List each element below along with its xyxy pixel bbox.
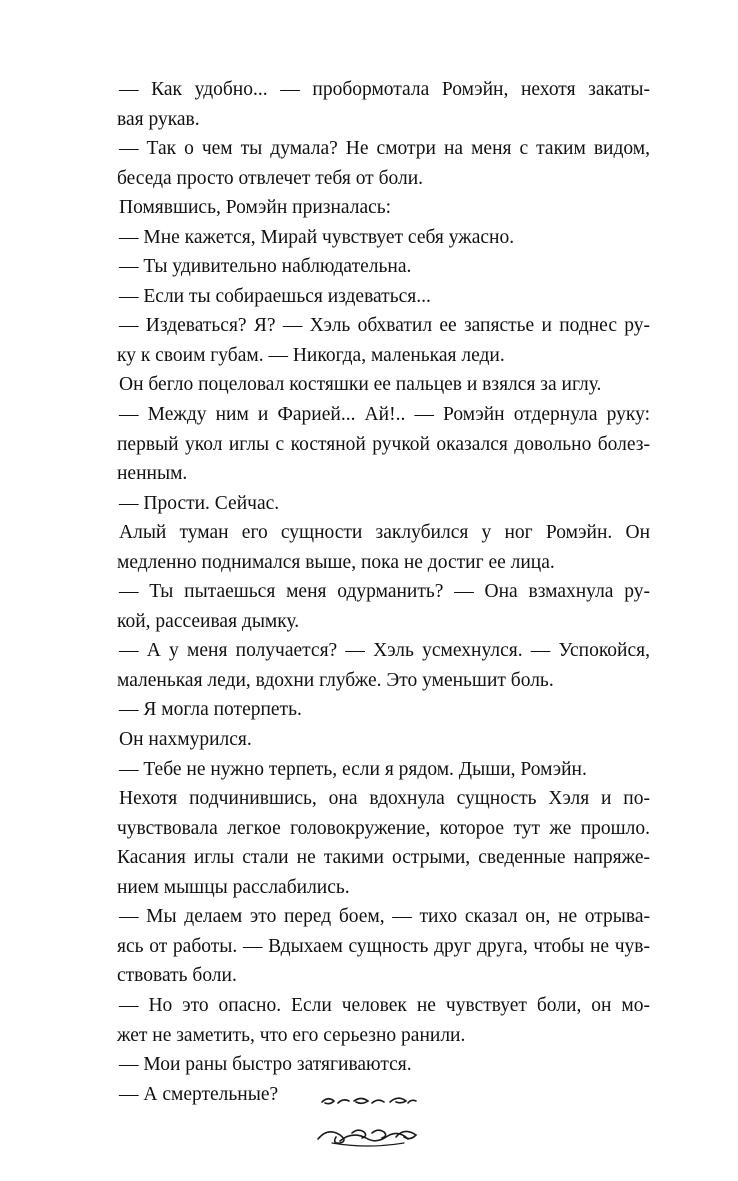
text-line: — Как удобно... — пробормотала Ромэйн, нехотя закаты- bbox=[119, 79, 650, 100]
text-line: — Ты удивительно наблюдательна. bbox=[119, 256, 412, 278]
paragraph bbox=[117, 282, 650, 312]
paragraph bbox=[117, 577, 650, 636]
decorative-flourish-icon bbox=[312, 1093, 424, 1149]
text-line: — Прости. Сейчас. bbox=[119, 492, 280, 514]
text-line: медленно поднимался выше, пока не достиг ее лица. bbox=[117, 551, 555, 573]
text-line: — Ты пытаешься меня одурманить? — Она взмахнула ру- bbox=[119, 581, 650, 603]
text-line: нием мышцы расслабились. bbox=[117, 876, 350, 898]
text-line: ненным. bbox=[117, 463, 188, 485]
paragraph bbox=[117, 370, 650, 400]
text-line: — Мы делаем это перед боем, — тихо сказал он, не отрыва- bbox=[119, 906, 650, 928]
text-line: — Между ним и Фарией... Ай!.. — Ромэйн отдернула руку: bbox=[119, 404, 650, 426]
text-line: Касания иглы стали не такими острыми, сведенные напряже- bbox=[117, 847, 650, 869]
paragraph bbox=[117, 134, 650, 193]
text-line: — Если ты собираешься издеваться... bbox=[119, 285, 431, 307]
paragraph bbox=[117, 75, 650, 134]
text-line: — Мне кажется, Мирай чувствует себя ужасно. bbox=[119, 226, 515, 248]
text-line: беседа просто отвлечет тебя от боли. bbox=[117, 167, 424, 189]
paragraph bbox=[117, 252, 650, 282]
text-line: вая рукав. bbox=[117, 108, 200, 130]
paragraph bbox=[117, 636, 650, 695]
text-line: ясь от работы. — Вдыхаем сущность друг друга, чтобы не чув- bbox=[117, 935, 650, 957]
text-line: ствовать боли. bbox=[117, 965, 237, 987]
text-line: Он бегло поцеловал костяшки ее пальцев и взялся за иглу. bbox=[119, 374, 602, 396]
paragraph bbox=[117, 784, 650, 902]
text-line: — Так о чем ты думала? Не смотри на меня с таким видом, bbox=[119, 138, 650, 160]
paragraph bbox=[117, 311, 650, 370]
text-line: чувствовала легкое головокружение, которое тут же прошло. bbox=[117, 817, 650, 839]
text-line: жет не заметить, что его серьезно ранили. bbox=[117, 1024, 466, 1046]
paragraph bbox=[117, 991, 650, 1050]
text-line: Нехотя подчинившись, она вдохнула сущность Хэля и по- bbox=[119, 788, 650, 810]
text-line: первый укол иглы с костяной ручкой оказался довольно болез- bbox=[117, 433, 650, 455]
text-line: Он нахмурился. bbox=[119, 729, 252, 751]
text-line: — Тебе не нужно терпеть, если я рядом. Дыши, Ромэйн. bbox=[119, 758, 587, 780]
text-line: кой, рассеивая дымку. bbox=[117, 610, 300, 632]
text-line: — Издеваться? Я? — Хэль обхватил ее запястье и поднес ру- bbox=[119, 315, 650, 337]
paragraph bbox=[117, 695, 650, 725]
paragraph bbox=[117, 518, 650, 577]
text-line: — А смертельные? bbox=[119, 1083, 279, 1105]
text-line: Помявшись, Ромэйн призналась: bbox=[119, 197, 392, 219]
text-line: Алый туман его сущности заклубился у ног Ромэйн. Он bbox=[119, 522, 650, 544]
paragraph bbox=[117, 1050, 650, 1080]
paragraph bbox=[117, 725, 650, 755]
text-line: — Но это опасно. Если человек не чувствует боли, он мо- bbox=[119, 994, 650, 1016]
paragraph bbox=[117, 755, 650, 785]
text-line: — Мои раны быстро затягиваются. bbox=[119, 1054, 412, 1076]
paragraph bbox=[117, 902, 650, 991]
body-text bbox=[117, 75, 650, 1109]
text-line: — Я могла потерпеть. bbox=[119, 699, 302, 721]
text-line: — А у меня получается? — Хэль усмехнулся. — Успокойся, bbox=[119, 640, 650, 662]
text-line: маленькая леди, вдохни глубже. Это уменьшит боль. bbox=[117, 669, 554, 691]
paragraph bbox=[117, 400, 650, 489]
paragraph bbox=[117, 193, 650, 223]
text-line: ку к своим губам. — Никогда, маленькая леди. bbox=[117, 344, 505, 366]
paragraph bbox=[117, 223, 650, 253]
paragraph bbox=[117, 489, 650, 519]
